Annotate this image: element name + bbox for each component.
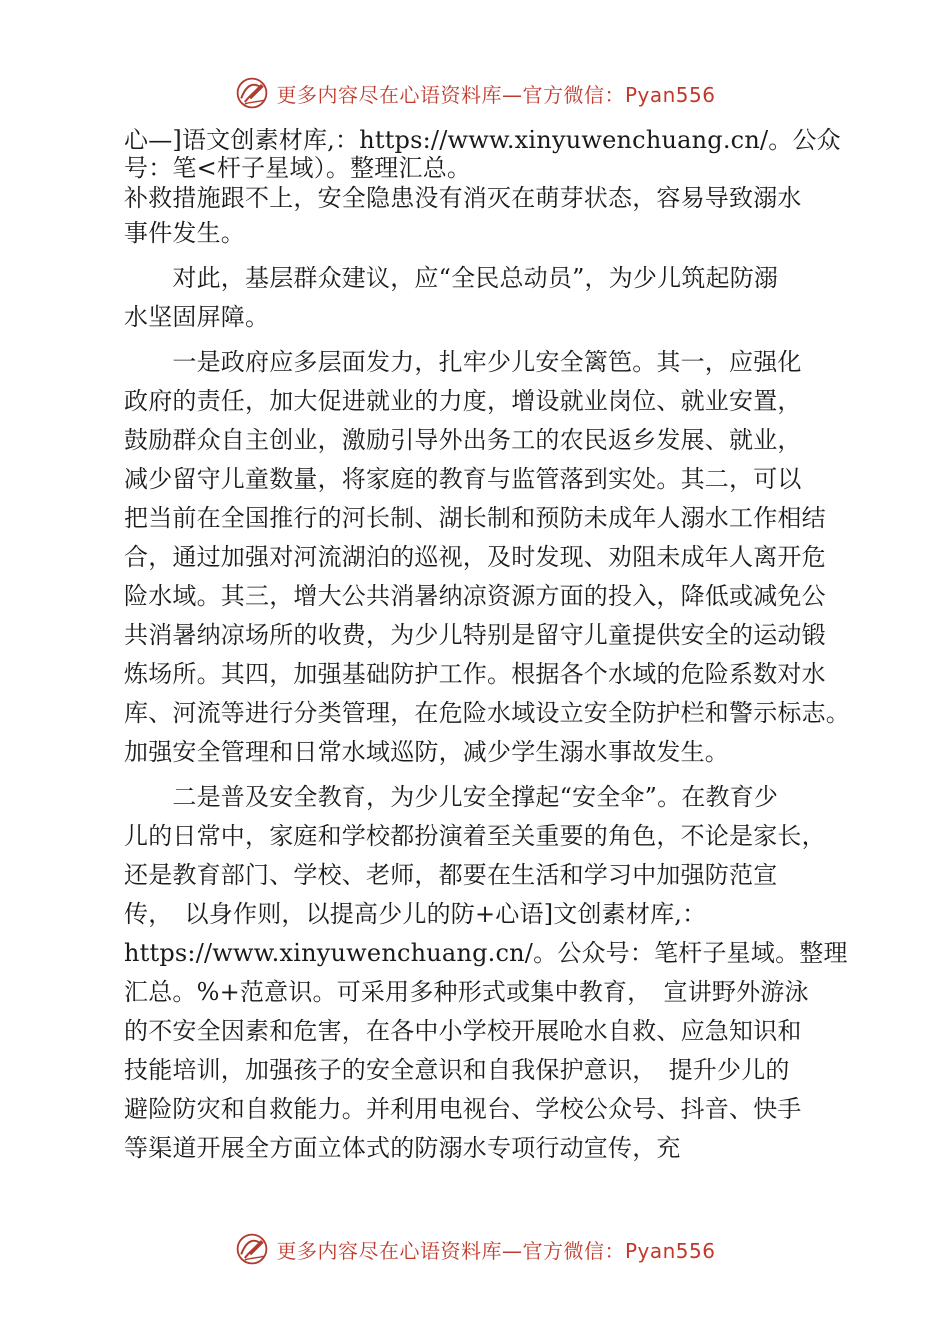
signature-logo-icon [234, 75, 270, 111]
body-line: 库、河流等进行分类管理，在危险水域设立安全防护栏和警示标志。 [124, 699, 850, 727]
watermark-text: 更多内容尽在心语资料库—官方微信：Pyan556 [276, 82, 716, 107]
signature-logo-icon [234, 1231, 270, 1267]
body-line: 鼓励群众自主创业，激励引导外出务工的农民返乡发展、就业， [124, 426, 802, 454]
body-line: 炼场所。其四，加强基础防护工作。根据各个水域的危险系数对水 [124, 660, 826, 688]
body-line: 的不安全因素和危害，在各中小学校开展呛水自救、应急知识和 [124, 1017, 802, 1045]
body-line: 技能培训，加强孩子的安全意识和自我保护意识， 提升少儿的 [124, 1056, 790, 1084]
body-line: 水坚固屏障。 [124, 303, 270, 331]
body-line: 险水域。其三，增大公共消暑纳凉资源方面的投入，降低或减免公 [124, 582, 826, 610]
watermark-banner-top [0, 68, 950, 118]
body-line: 避险防灾和自救能力。并利用电视台、学校公众号、抖音、快手 [124, 1095, 802, 1123]
body-line: 共消暑纳凉场所的收费，为少儿特别是留守儿童提供安全的运动锻 [124, 621, 826, 649]
body-line: 加强安全管理和日常水域巡防，减少学生溺水事故发生。 [124, 738, 729, 766]
body-line: 对此，基层群众建议，应“全民总动员”，为少儿筑起防溺 [124, 264, 779, 292]
body-line: 减少留守儿童数量，将家庭的教育与监管落到实处。其二，可以 [124, 465, 802, 493]
watermark-text: 更多内容尽在心语资料库—官方微信：Pyan556 [276, 1238, 716, 1263]
body-line: 传， 以身作则，以提高少儿的防+心语]文创素材库,： [124, 900, 707, 928]
body-line: 事件发生。 [124, 219, 245, 247]
body-line: https://www.xinyuwenchuang.cn/。公众号：笔杆子星域。整理 [124, 939, 848, 967]
body-line: 号：笔<杆子星域）。整理汇总。 [124, 154, 472, 182]
body-line: 补救措施跟不上，安全隐患没有消灭在萌芽状态，容易导致溺水 [124, 184, 802, 212]
body-line: 把当前在全国推行的河长制、湖长制和预防未成年人溺水工作相结 [124, 504, 826, 532]
body-line: 还是教育部门、学校、老师，都要在生活和学习中加强防范宣 [124, 861, 778, 889]
watermark-banner-bottom [0, 1224, 950, 1274]
body-line: 等渠道开展全方面立体式的防溺水专项行动宣传，充 [124, 1134, 681, 1162]
body-line: 二是普及安全教育，为少儿安全撑起“安全伞”。在教育少 [124, 783, 779, 811]
document-body [124, 126, 850, 1168]
body-line: 儿的日常中，家庭和学校都扮演着至关重要的角色，不论是家长， [124, 822, 826, 850]
body-line: 政府的责任，加大促进就业的力度，增设就业岗位、就业安置， [124, 387, 802, 415]
body-line: 一是政府应多层面发力，扎牢少儿安全篱笆。其一，应强化 [124, 348, 802, 376]
body-line: 合，通过加强对河流湖泊的巡视，及时发现、劝阻未成年人离开危 [124, 543, 826, 571]
body-line: 汇总。%+范意识。可采用多种形式或集中教育， 宣讲野外游泳 [124, 978, 809, 1006]
body-line: 心—]语文创素材库,：https://www.xinyuwenchuang.cn/。公众 [124, 126, 841, 154]
